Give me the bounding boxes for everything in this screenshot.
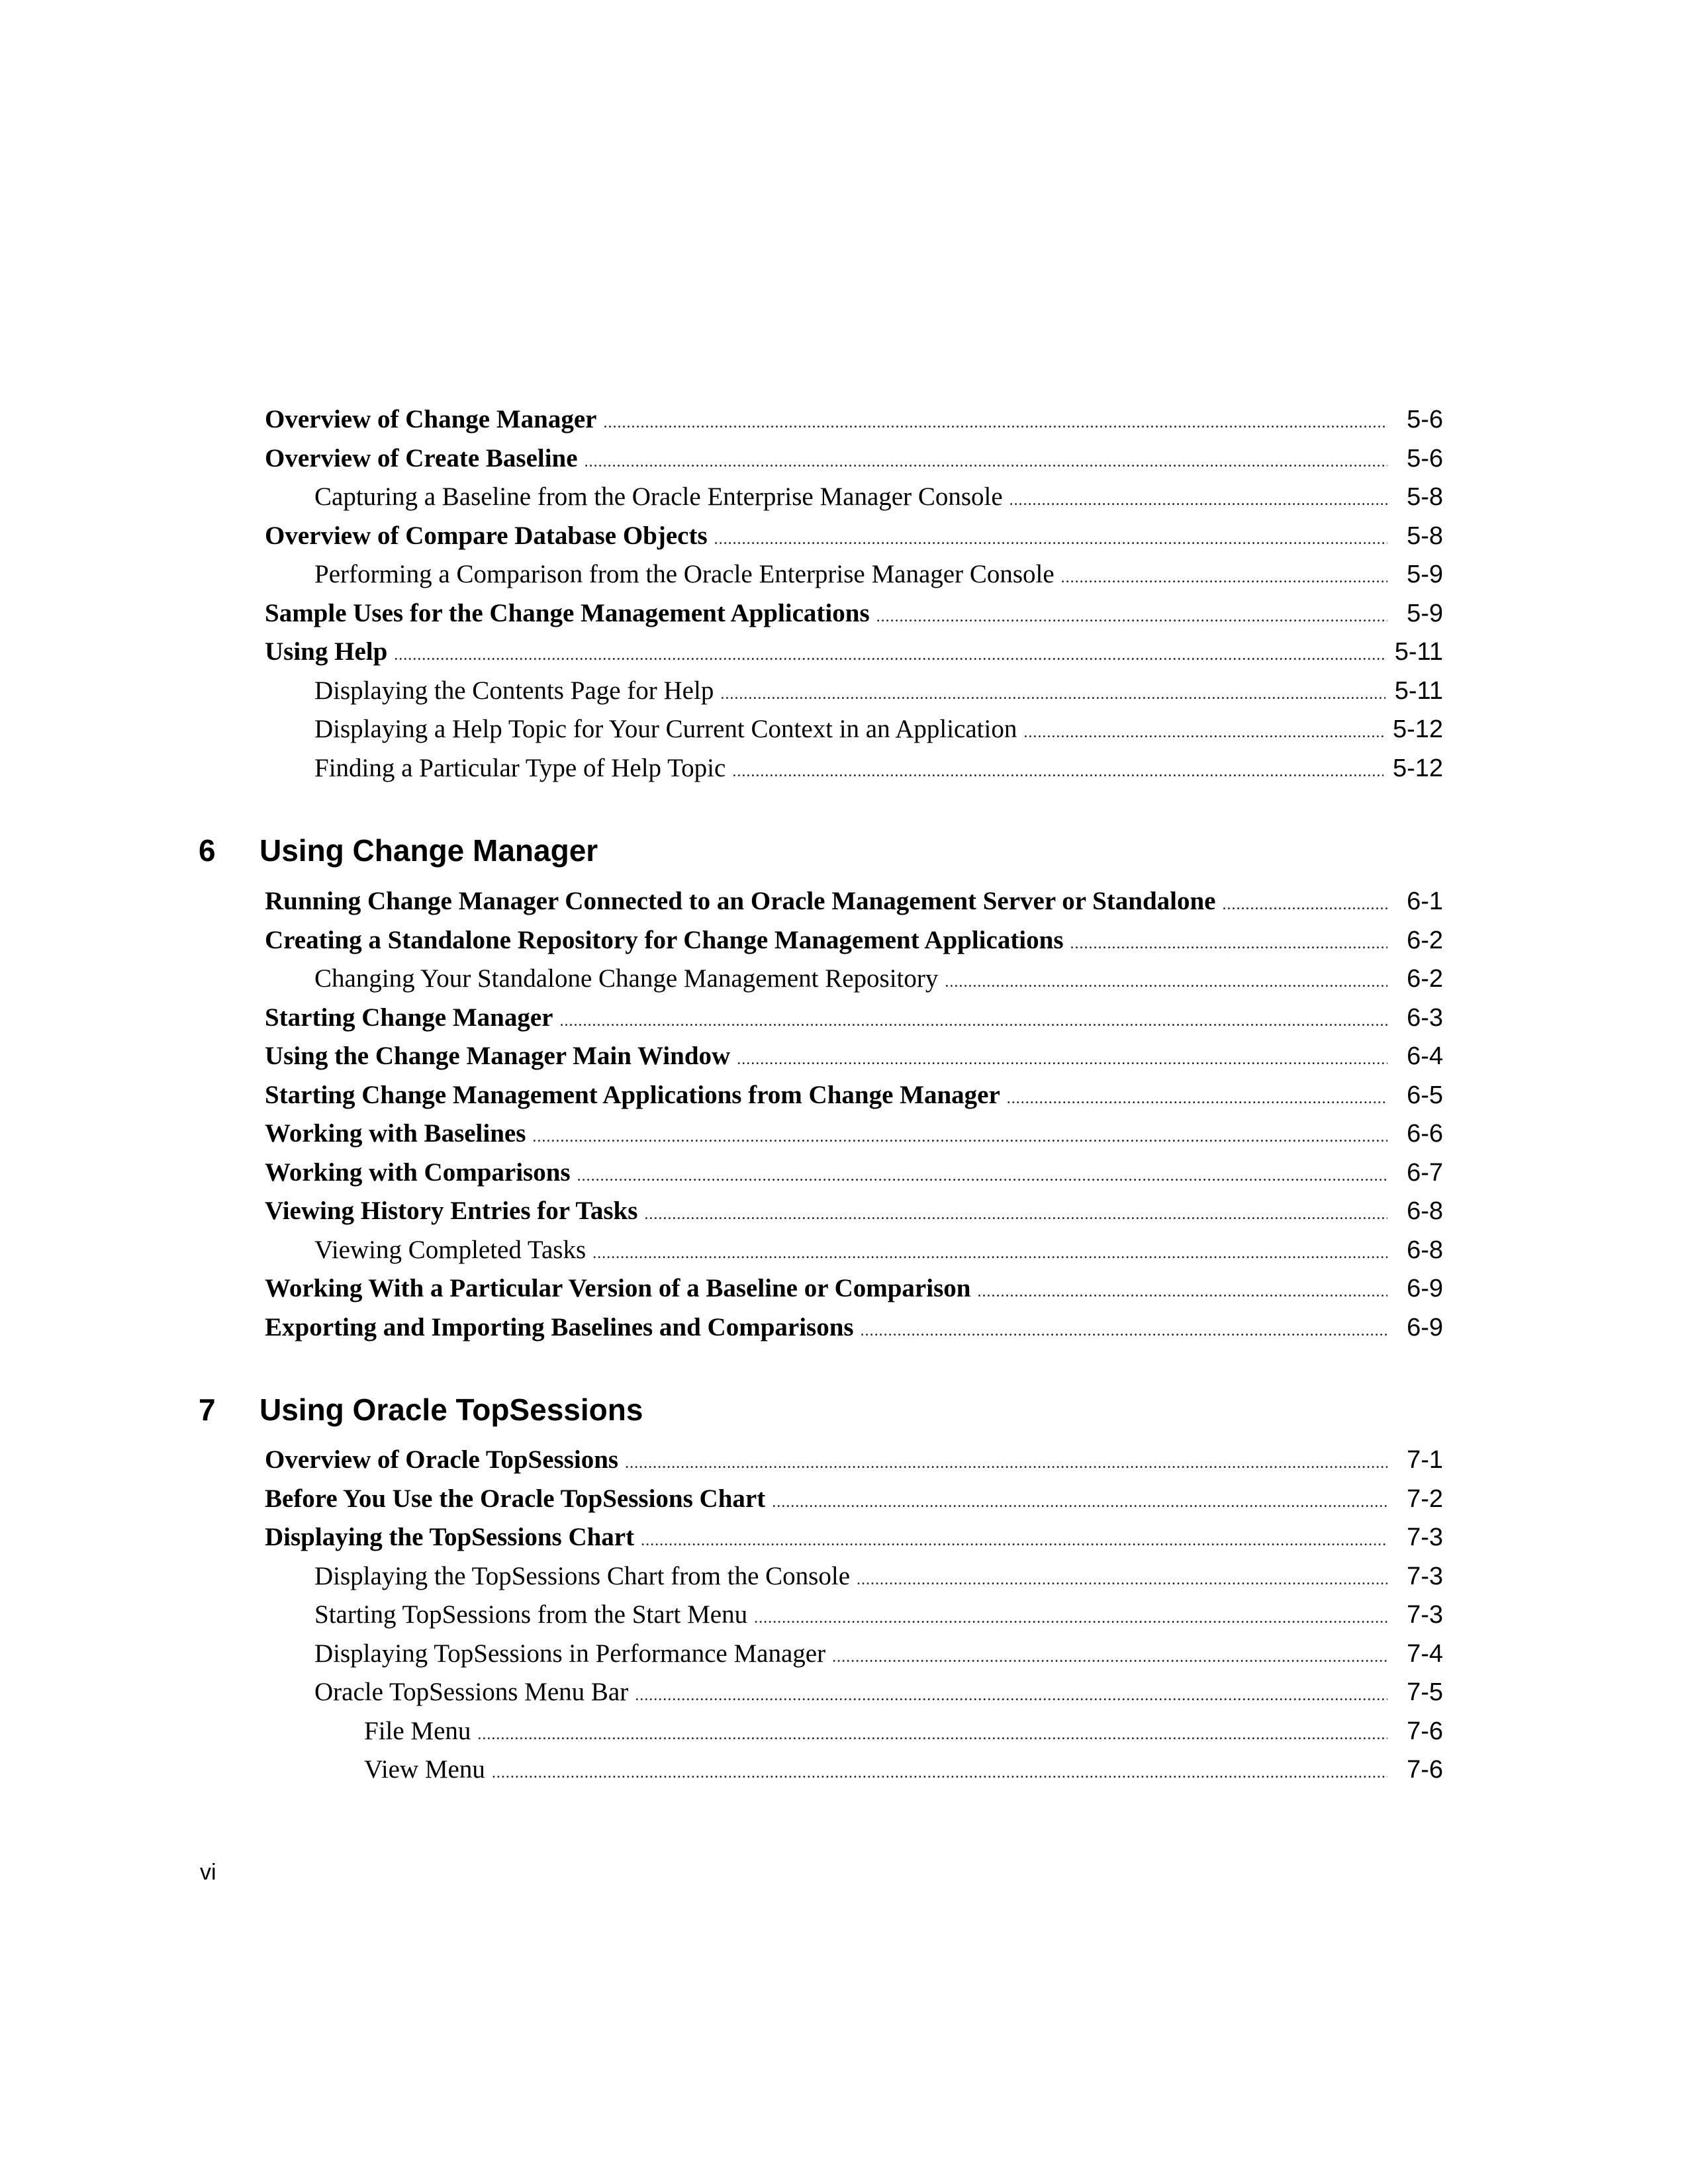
- toc-entry-title: Viewing Completed Tasks: [314, 1235, 586, 1264]
- toc-entry[interactable]: [265, 1308, 1443, 1347]
- toc-entry-page: 7-5: [1407, 1678, 1443, 1706]
- toc-entry[interactable]: [265, 1480, 1443, 1519]
- toc-entry-page: 6-4: [1407, 1042, 1443, 1070]
- toc-entry-title: Working With a Particular Version of a Baseline or Comparison: [265, 1274, 971, 1302]
- toc-entry-page: 6-6: [1407, 1120, 1443, 1148]
- dot-leader: [772, 1483, 1387, 1522]
- toc-entry-title: Using Help: [265, 637, 388, 666]
- dot-leader: [1222, 886, 1387, 925]
- toc-entry[interactable]: [265, 1751, 1443, 1790]
- toc-entry-title: Displaying the TopSessions Chart from the Console: [314, 1561, 851, 1590]
- toc-entry-page: 7-6: [1407, 1717, 1443, 1745]
- chapter-heading[interactable]: [199, 1383, 1456, 1436]
- toc-entry[interactable]: [265, 1154, 1443, 1193]
- toc-entry[interactable]: [265, 1076, 1443, 1115]
- dot-leader: [714, 520, 1387, 559]
- toc-entry-page: 6-2: [1407, 926, 1443, 954]
- toc-entry-page: 5-12: [1392, 754, 1443, 782]
- toc-entry[interactable]: [265, 555, 1443, 594]
- dot-leader: [945, 963, 1387, 1002]
- toc-entry[interactable]: [265, 517, 1443, 556]
- toc-entry[interactable]: [265, 1596, 1443, 1635]
- toc-entry-page: 7-4: [1407, 1639, 1443, 1668]
- toc-entry[interactable]: [265, 999, 1443, 1038]
- toc-entry-page: 5-9: [1407, 599, 1443, 627]
- toc-entry-title: Working with Baselines: [265, 1119, 526, 1148]
- toc-entry[interactable]: [265, 1115, 1443, 1154]
- toc-entry-title: Overview of Compare Database Objects: [265, 521, 708, 550]
- toc-entry-title: Overview of Oracle TopSessions: [265, 1445, 619, 1474]
- toc-entry[interactable]: [265, 749, 1443, 788]
- toc-entry[interactable]: [265, 882, 1443, 921]
- dot-leader: [857, 1561, 1387, 1600]
- toc-entry-page: 5-6: [1407, 406, 1443, 433]
- toc-entry-page: 5-11: [1394, 676, 1443, 705]
- toc-entry-page: 5-11: [1394, 638, 1443, 666]
- toc-entry-title: Displaying a Help Topic for Your Current Context in an Application: [314, 715, 1017, 743]
- toc-entry-page: 6-9: [1407, 1275, 1443, 1302]
- toc-entry-page: 6-9: [1407, 1313, 1443, 1342]
- chapter-number: 6: [199, 833, 216, 868]
- dot-leader: [754, 1599, 1387, 1638]
- toc-entry-title: Starting Change Management Applications from Change Manager: [265, 1080, 1000, 1109]
- chapter-number: 7: [199, 1392, 216, 1427]
- toc-entry-title: Displaying the Contents Page for Help: [314, 676, 714, 705]
- dot-leader: [394, 636, 1385, 675]
- dot-leader: [532, 1118, 1387, 1157]
- dot-leader: [1070, 925, 1387, 964]
- toc-entry-page: 5-6: [1407, 444, 1443, 473]
- dot-leader: [737, 1040, 1387, 1079]
- toc-entry-title: Displaying the TopSessions Chart: [265, 1523, 635, 1551]
- toc-entry-page: 6-1: [1407, 887, 1443, 915]
- toc-entry[interactable]: [265, 439, 1443, 478]
- toc-entry[interactable]: [265, 1192, 1443, 1231]
- dot-leader: [1061, 559, 1387, 598]
- dot-leader: [577, 1157, 1387, 1196]
- toc-entry-page: 5-8: [1407, 522, 1443, 550]
- dot-leader: [977, 1273, 1387, 1312]
- toc-entry[interactable]: [265, 1037, 1443, 1076]
- toc-entry[interactable]: [265, 1673, 1443, 1712]
- toc-entry-page: 6-8: [1407, 1236, 1443, 1264]
- toc-entry-title: Starting Change Manager: [265, 1003, 553, 1032]
- toc-entry[interactable]: [265, 1635, 1443, 1674]
- toc-entry-page: 5-8: [1407, 483, 1443, 511]
- dot-leader: [559, 1002, 1387, 1041]
- toc-entry-page: 7-3: [1407, 1601, 1443, 1629]
- toc-entry[interactable]: [265, 672, 1443, 711]
- toc-entry-title: File Menu: [364, 1716, 471, 1745]
- toc-entry[interactable]: [265, 1269, 1443, 1308]
- dot-leader: [732, 752, 1383, 792]
- dot-leader: [477, 1715, 1387, 1754]
- dot-leader: [592, 1234, 1387, 1273]
- toc-entry-title: Creating a Standalone Repository for Change Management Applications: [265, 925, 1064, 954]
- dot-leader: [861, 1312, 1387, 1351]
- toc-entry-page: 5-12: [1392, 715, 1443, 743]
- toc-entry-title: Changing Your Standalone Change Management Repository: [314, 964, 939, 993]
- toc-entry-page: 7-3: [1407, 1562, 1443, 1590]
- dot-leader: [1009, 481, 1387, 520]
- dot-leader: [876, 598, 1387, 637]
- toc-list-chapter-5-continued: [265, 400, 1443, 788]
- dot-leader: [1023, 713, 1383, 752]
- toc-entry[interactable]: [265, 1557, 1443, 1596]
- dot-leader: [585, 443, 1387, 482]
- toc-entry-title: Running Change Manager Connected to an Oracle Management Server or Standalone: [265, 887, 1216, 915]
- toc-entry-page: 7-3: [1407, 1524, 1443, 1551]
- toc-entry-title: Before You Use the Oracle TopSessions Chart: [265, 1484, 766, 1513]
- dot-leader: [492, 1754, 1387, 1793]
- dot-leader: [625, 1444, 1387, 1483]
- dot-leader: [720, 675, 1385, 714]
- toc-entry-title: Viewing History Entries for Tasks: [265, 1197, 638, 1225]
- toc-entry-page: 6-8: [1407, 1197, 1443, 1225]
- toc-entry[interactable]: [265, 921, 1443, 960]
- toc-entry[interactable]: [265, 594, 1443, 633]
- toc-entry[interactable]: [265, 400, 1443, 439]
- toc-entry-title: View Menu: [364, 1755, 485, 1784]
- toc-entry-page: 5-9: [1407, 561, 1443, 588]
- toc-entry-title: Oracle TopSessions Menu Bar: [314, 1678, 629, 1706]
- toc-entry-title: Working with Comparisons: [265, 1158, 571, 1187]
- toc-entry[interactable]: [265, 960, 1443, 999]
- toc-entry-title: Sample Uses for the Change Management Applications: [265, 598, 870, 627]
- dot-leader: [832, 1638, 1387, 1677]
- toc-entry[interactable]: [265, 1231, 1443, 1270]
- toc-entry-page: 6-7: [1407, 1158, 1443, 1187]
- chapter-title: Using Change Manager: [259, 833, 598, 868]
- toc-entry[interactable]: [265, 1441, 1443, 1480]
- toc-list-chapter-6: [265, 882, 1443, 1347]
- toc-entry-title: Using the Change Manager Main Window: [265, 1042, 731, 1070]
- dot-leader: [641, 1522, 1387, 1561]
- toc-entry[interactable]: [265, 478, 1443, 517]
- chapter-heading[interactable]: [199, 824, 1456, 877]
- toc-entry[interactable]: [265, 1712, 1443, 1751]
- dot-leader: [635, 1676, 1387, 1715]
- toc-entry-page: 7-1: [1407, 1446, 1443, 1474]
- toc-entry-page: 6-3: [1407, 1003, 1443, 1032]
- toc-entry-page: 6-5: [1407, 1081, 1443, 1109]
- toc-entry-title: Performing a Comparison from the Oracle Enterprise Manager Console: [314, 560, 1055, 588]
- toc-entry-title: Starting TopSessions from the Start Menu: [314, 1600, 748, 1629]
- toc-entry[interactable]: [265, 633, 1443, 672]
- toc-list-chapter-7: [265, 1441, 1443, 1790]
- toc-entry[interactable]: [265, 1518, 1443, 1557]
- toc-entry-page: 6-2: [1407, 965, 1443, 993]
- toc-entry[interactable]: [265, 710, 1443, 749]
- dot-leader: [1007, 1079, 1387, 1118]
- toc-entry-title: Overview of Change Manager: [265, 405, 597, 433]
- toc-entry-title: Exporting and Importing Baselines and Comparisons: [265, 1312, 854, 1342]
- toc-entry-page: 7-6: [1407, 1756, 1443, 1784]
- toc-entry-title: Displaying TopSessions in Performance Manager: [314, 1639, 826, 1668]
- toc-entry-title: Finding a Particular Type of Help Topic: [314, 753, 726, 782]
- toc-entry-page: 7-2: [1407, 1484, 1443, 1513]
- dot-leader: [644, 1195, 1387, 1234]
- toc-entry-title: Capturing a Baseline from the Oracle Enterprise Manager Console: [314, 482, 1003, 511]
- chapter-title: Using Oracle TopSessions: [259, 1392, 643, 1427]
- dot-leader: [603, 404, 1387, 443]
- page-folio: vi: [200, 1860, 216, 1885]
- toc-entry-title: Overview of Create Baseline: [265, 443, 578, 473]
